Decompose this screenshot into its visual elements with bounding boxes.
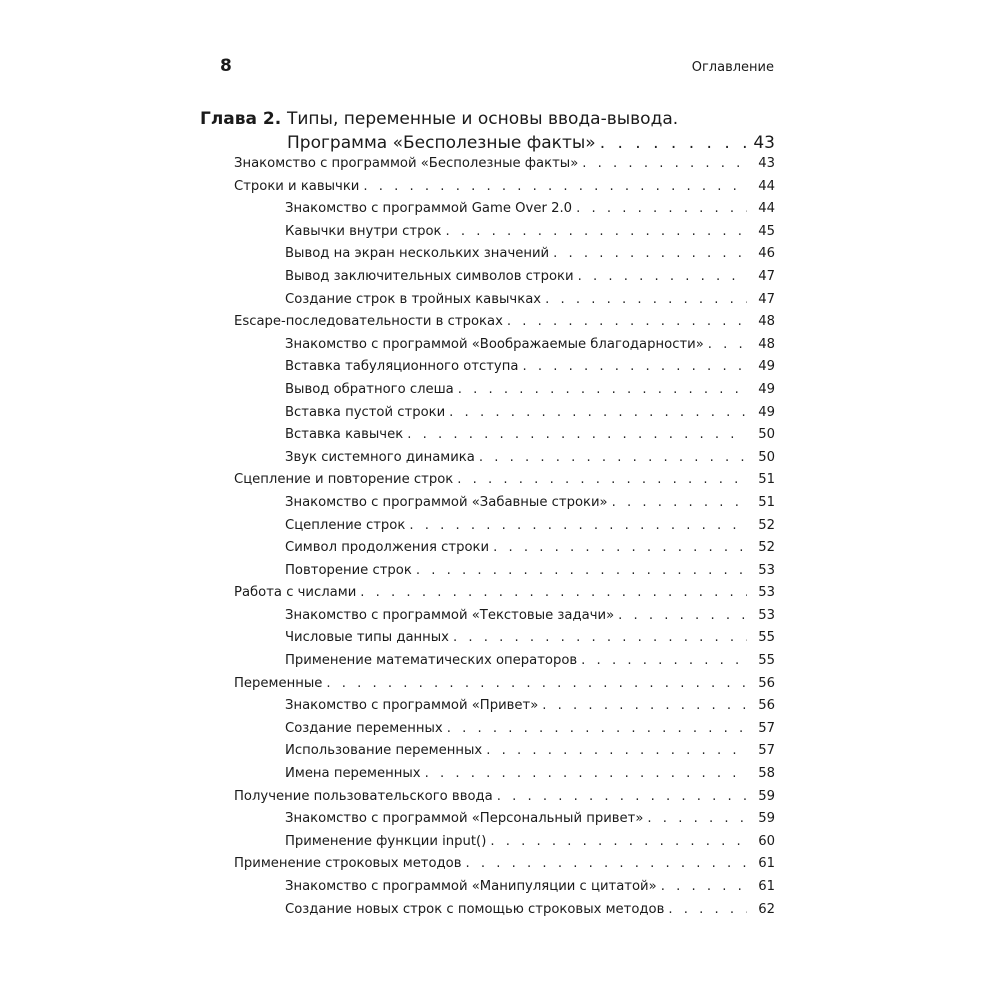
entry-page-number: 53 xyxy=(758,607,775,623)
toc-subsection-entry xyxy=(285,650,775,673)
dot-leader xyxy=(668,899,747,922)
dot-leader xyxy=(507,311,747,334)
dot-leader xyxy=(360,582,747,605)
entry-page-number: 49 xyxy=(758,381,775,397)
dot-leader xyxy=(542,695,747,718)
entry-title: Знакомство с программой «Текстовые задачи» xyxy=(285,607,615,623)
entry-page-number: 59 xyxy=(758,788,775,804)
dot-leader xyxy=(600,131,747,155)
dot-leader xyxy=(490,831,747,854)
dot-leader xyxy=(407,424,747,447)
entry-page-number: 58 xyxy=(758,766,775,782)
entry-title: Вставка табуляционного отступа xyxy=(285,359,519,375)
toc-subsection-entry xyxy=(285,198,775,221)
entry-page-number: 48 xyxy=(758,314,775,330)
entry-title: Создание переменных xyxy=(285,720,443,736)
entry-page-number: 44 xyxy=(758,178,775,194)
dot-leader xyxy=(486,740,747,763)
dot-leader xyxy=(453,627,747,650)
entry-page-number: 56 xyxy=(758,675,775,691)
toc-subsection-entry xyxy=(285,334,775,357)
dot-leader xyxy=(449,402,747,425)
entry-title: Вывод на экран нескольких значений xyxy=(285,246,550,262)
entry-page-number: 59 xyxy=(758,811,775,827)
entry-title: Знакомство с программой «Бесполезные факты» xyxy=(234,156,579,171)
entry-page-number: 52 xyxy=(758,540,775,556)
entry-title: Знакомство с программой «Привет» xyxy=(285,698,539,714)
entry-page-number: 51 xyxy=(758,472,775,488)
toc-section-entry xyxy=(234,786,775,809)
dot-leader xyxy=(458,379,747,402)
dot-leader xyxy=(708,334,747,357)
chapter-line-2 xyxy=(287,131,775,155)
entry-title: Строки и кавычки xyxy=(234,178,360,194)
dot-leader xyxy=(553,243,747,266)
entry-title: Символ продолжения строки xyxy=(285,540,490,556)
entry-title: Вывод заключительных символов строки xyxy=(285,268,574,284)
toc-subsection-entry xyxy=(285,740,775,763)
dot-leader xyxy=(446,221,748,244)
toc-subsection-entry xyxy=(285,537,775,560)
toc-section-entry xyxy=(234,311,775,334)
entry-page-number: 61 xyxy=(758,856,775,872)
entry-page-number: 57 xyxy=(758,720,775,736)
dot-leader xyxy=(522,356,747,379)
entry-title: Имена переменных xyxy=(285,766,421,782)
entry-page-number: 52 xyxy=(758,517,775,533)
toc-subsection-entry xyxy=(285,876,775,899)
toc-subsection-entry xyxy=(285,447,775,470)
entry-page-number: 48 xyxy=(758,336,775,352)
toc-subsection-entry xyxy=(285,560,775,583)
dot-leader xyxy=(416,560,747,583)
entry-title: Звук системного динамика xyxy=(285,449,475,465)
entry-page-number: 50 xyxy=(758,427,775,443)
dot-leader xyxy=(497,786,747,809)
entry-title: Работа с числами xyxy=(234,585,357,601)
toc-subsection-entry xyxy=(285,221,775,244)
dot-leader xyxy=(612,492,747,515)
entry-page-number: 49 xyxy=(758,404,775,420)
dot-leader xyxy=(409,515,747,538)
dot-leader xyxy=(326,673,747,696)
entry-page-number: 55 xyxy=(758,653,775,669)
entry-page-number: 46 xyxy=(758,246,775,262)
entry-page-number: 47 xyxy=(758,291,775,307)
toc-subsection-entry xyxy=(285,808,775,831)
toc-subsection-entry xyxy=(285,899,775,922)
dot-leader xyxy=(647,808,747,831)
dot-leader xyxy=(457,469,747,492)
toc-subsection-entry xyxy=(285,605,775,628)
dot-leader xyxy=(545,289,747,312)
entry-title: Знакомство с программой «Забавные строки» xyxy=(285,494,608,510)
toc-subsection-entry xyxy=(285,402,775,425)
page-number: 8 xyxy=(220,56,232,76)
entry-title: Использование переменных xyxy=(285,743,483,759)
toc-subsection-entry xyxy=(285,356,775,379)
dot-leader xyxy=(447,718,747,741)
entry-page-number: 53 xyxy=(758,562,775,578)
dot-leader xyxy=(479,447,747,470)
entry-page-number: 44 xyxy=(758,201,775,217)
entry-page-number: 57 xyxy=(758,743,775,759)
entry-title: Создание строк в тройных кавычках xyxy=(285,291,542,307)
entry-page-number: 55 xyxy=(758,630,775,646)
entry-page-number: 50 xyxy=(758,449,775,465)
entry-page-number: 51 xyxy=(758,494,775,510)
toc-section-entry xyxy=(234,176,775,199)
entry-title: Числовые типы данных xyxy=(285,630,449,646)
entry-page-number: 53 xyxy=(758,585,775,601)
toc-subsection-entry xyxy=(285,831,775,854)
dot-leader xyxy=(578,266,747,289)
running-title: Оглавление xyxy=(691,60,774,75)
dot-leader xyxy=(466,853,747,876)
entry-title: Повторение строк xyxy=(285,562,412,578)
toc-subsection-entry xyxy=(285,424,775,447)
toc-subsection-entry xyxy=(285,492,775,515)
entry-title: Вставка кавычек xyxy=(285,427,404,443)
entry-title: Сцепление строк xyxy=(285,517,406,533)
dot-leader xyxy=(493,537,747,560)
entry-page-number: 47 xyxy=(758,268,775,284)
entry-title: Применение функции input() xyxy=(285,833,487,849)
dot-leader xyxy=(576,198,747,221)
dot-leader xyxy=(618,605,747,628)
entry-title: Знакомство с программой «Воображаемые благодарности» xyxy=(285,336,704,352)
toc-section-entry xyxy=(234,469,775,492)
entry-page-number: 45 xyxy=(758,223,775,239)
entry-title: Знакомство с программой Game Over 2.0 xyxy=(285,201,573,217)
chapter-heading xyxy=(200,107,775,155)
toc-subsection-entry xyxy=(285,627,775,650)
entry-title: Кавычки внутри строк xyxy=(285,223,442,239)
entry-title: Применение математических операторов xyxy=(285,653,578,669)
dot-leader xyxy=(425,763,747,786)
entry-title: Вывод обратного слеша xyxy=(285,381,454,397)
entry-title: Сцепление и повторение строк xyxy=(234,472,454,488)
entry-page-number: 60 xyxy=(758,833,775,849)
entry-title: Переменные xyxy=(234,675,323,691)
entry-page-number: 49 xyxy=(758,359,775,375)
toc-subsection-entry xyxy=(285,515,775,538)
toc-subsection-entry xyxy=(285,718,775,741)
chapter-title-line-1: Типы, переменные и основы ввода-вывода. xyxy=(287,109,679,129)
dot-leader xyxy=(582,153,747,176)
entry-page-number: 61 xyxy=(758,879,775,894)
entry-page-number: 62 xyxy=(758,901,775,917)
toc-section-entry xyxy=(234,153,775,176)
toc-subsection-entry xyxy=(285,695,775,718)
dot-leader xyxy=(363,176,747,199)
entry-title: Знакомство с программой «Манипуляции с цитатой» xyxy=(285,879,657,894)
entry-title: Создание новых строк с помощью строковых методов xyxy=(285,901,665,917)
entry-page-number: 56 xyxy=(758,698,775,714)
dot-leader xyxy=(581,650,747,673)
entry-title: Применение строковых методов xyxy=(234,856,462,872)
toc-subsection-entry xyxy=(285,243,775,266)
entry-title: Получение пользовательского ввода xyxy=(234,788,493,804)
chapter-title-line-2: Программа «Бесполезные факты» xyxy=(287,133,596,153)
entry-title: Вставка пустой строки xyxy=(285,404,446,420)
chapter-label: Глава 2. xyxy=(200,109,282,129)
toc-section-entry xyxy=(234,673,775,696)
entry-title: Escape-последовательности в строках xyxy=(234,314,503,330)
entry-title: Знакомство с программой «Персональный привет» xyxy=(285,811,644,827)
toc-subsection-entry xyxy=(285,266,775,289)
chapter-page-number: 43 xyxy=(753,133,775,153)
chapter-line-1 xyxy=(200,107,775,131)
dot-leader xyxy=(661,876,747,899)
toc-section-entry xyxy=(234,582,775,605)
toc-subsection-entry xyxy=(285,379,775,402)
toc-subsection-entry xyxy=(285,763,775,786)
toc-section-entry xyxy=(234,853,775,876)
entry-page-number: 43 xyxy=(758,156,775,171)
table-of-contents xyxy=(0,153,1000,921)
toc-subsection-entry xyxy=(285,289,775,312)
